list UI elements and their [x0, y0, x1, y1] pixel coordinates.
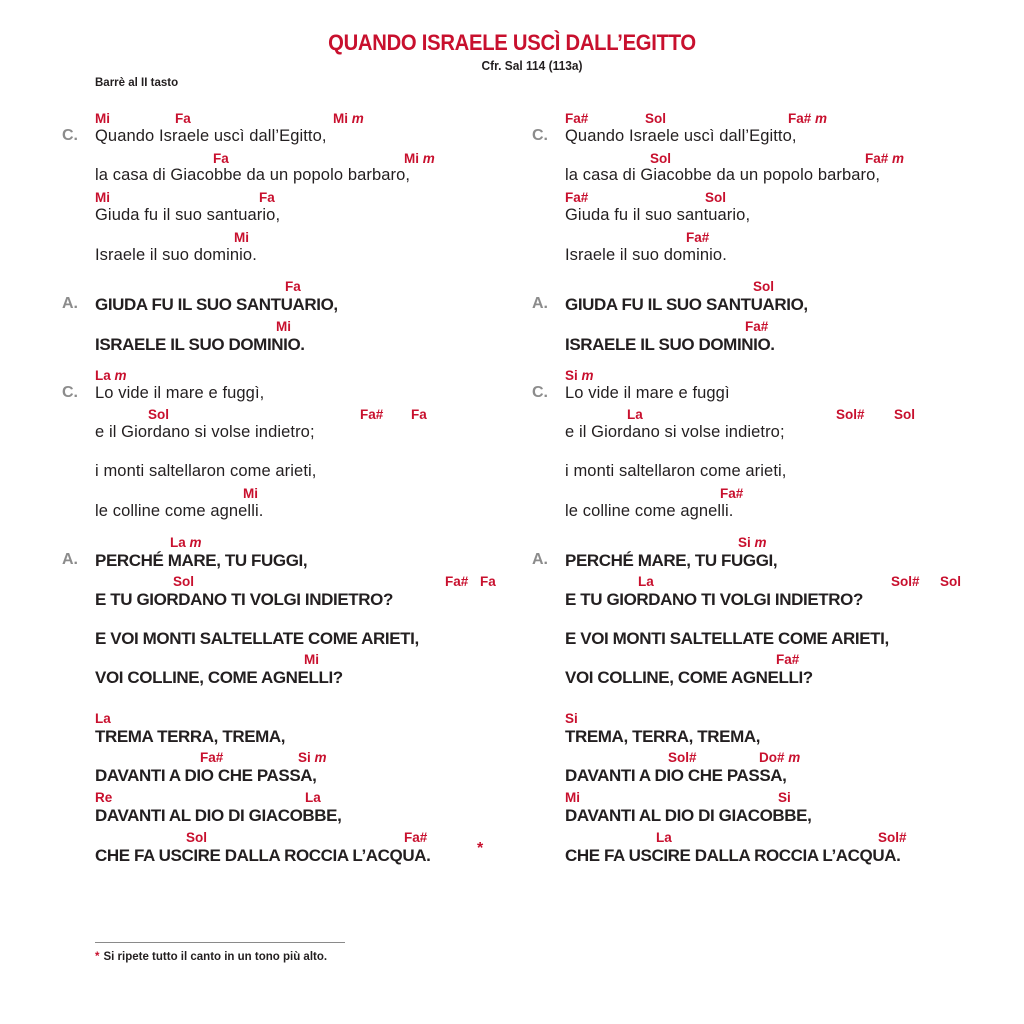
chord: Sol# [836, 407, 865, 422]
chord: La [656, 830, 672, 845]
lyric-line: Israele il suo dominio. [95, 246, 257, 264]
lyric-line: E TU GIORDANO TI VOLGI INDIETRO? [95, 590, 393, 609]
lyric-line: PERCHÉ MARE, TU FUGGI, [95, 551, 308, 570]
lyric-line: Lo vide il mare e fuggì, [95, 384, 265, 402]
chord: Mi [304, 652, 319, 667]
lyric-line: Giuda fu il suo santuario, [565, 206, 751, 224]
chord: Mi [95, 111, 110, 126]
chord: Mi [95, 190, 110, 205]
lyric-line: Giuda fu il suo santuario, [95, 206, 281, 224]
chord: Fa# [445, 574, 469, 589]
lyric-line: le colline come agnelli. [565, 502, 734, 520]
footnote [95, 951, 327, 963]
footnote-asterisk: * [95, 951, 100, 963]
chord: La [638, 574, 654, 589]
chord: Fa [213, 151, 229, 166]
right-column [470, 0, 962, 1024]
song-title: QUANDO ISRAELE USCÌ DALL’EGITTO [328, 30, 696, 55]
lyric-line: i monti saltellaron come arieti, [95, 462, 317, 480]
lyric-line: Quando Israele uscì dall’Egitto, [565, 127, 797, 145]
lyric-line: DAVANTI A DIO CHE PASSA, [565, 766, 787, 785]
chord: Sol# [668, 750, 697, 765]
lyric-line: E VOI MONTI SALTELLATE COME ARIETI, [565, 629, 889, 648]
chord: Sol [173, 574, 195, 589]
chord: Fa [175, 111, 191, 126]
chord: Sol [940, 574, 962, 589]
repeat-asterisk: * [477, 840, 484, 857]
chord: Si m [298, 750, 327, 765]
chord: Sol# [891, 574, 920, 589]
chord: Mi [565, 790, 580, 805]
chord: Mi [276, 319, 291, 334]
assembly-marker: A. [62, 295, 78, 312]
footnote-divider [95, 942, 345, 943]
capo-note: Barrè al II tasto [95, 77, 179, 89]
chord: Sol [148, 407, 170, 422]
lyric-line: PERCHÉ MARE, TU FUGGI, [565, 551, 778, 570]
chord: Fa# m [788, 111, 828, 126]
chord: Fa# [360, 407, 384, 422]
lyric-line: E VOI MONTI SALTELLATE COME ARIETI, [95, 629, 419, 648]
chord: Fa [285, 279, 301, 294]
lyric-line: la casa di Giacobbe da un popolo barbaro, [565, 166, 881, 184]
chord: Si [778, 790, 791, 805]
assembly-marker: A. [62, 551, 78, 568]
lyric-line: TREMA, TERRA, TREMA, [565, 727, 761, 746]
chord: Sol [645, 111, 667, 126]
chord: Sol [650, 151, 672, 166]
lyric-line: VOI COLLINE, COME AGNELLI? [565, 668, 813, 687]
lyric-line: DAVANTI AL DIO DI GIACOBBE, [565, 806, 812, 825]
chord: Fa [259, 190, 275, 205]
chord: Fa [411, 407, 427, 422]
chord: Fa [480, 574, 496, 589]
chord: La [305, 790, 321, 805]
chord: Fa# [686, 230, 710, 245]
lyric-line: ISRAELE IL SUO DOMINIO. [565, 335, 775, 354]
chord: Mi [243, 486, 258, 501]
lyric-line: CHE FA USCIRE DALLA ROCCIA L’ACQUA. [565, 846, 901, 865]
lyric-line: ISRAELE IL SUO DOMINIO. [95, 335, 305, 354]
chord: Fa# [745, 319, 769, 334]
chord: La m [95, 368, 127, 383]
lyric-line: le colline come agnelli. [95, 502, 264, 520]
cantor-marker: C. [62, 127, 78, 144]
chord: Mi [234, 230, 249, 245]
chord: Sol [894, 407, 916, 422]
chord: Sol [753, 279, 775, 294]
psalm-reference: Cfr. Sal 114 (113a) [481, 58, 583, 73]
chord: Mi m [333, 111, 364, 126]
chord: Fa# [776, 652, 800, 667]
lyric-line: e il Giordano si volse indietro; [95, 423, 315, 441]
chord: Sol [705, 190, 727, 205]
chord: Sol# [878, 830, 907, 845]
lyric-line: CHE FA USCIRE DALLA ROCCIA L’ACQUA. [95, 846, 431, 865]
lyric-line: Israele il suo dominio. [565, 246, 727, 264]
lyric-line: GIUDA FU IL SUO SANTUARIO, [565, 295, 808, 314]
chord: Do# m [759, 750, 801, 765]
chord: Fa# m [865, 151, 905, 166]
chord: Si m [738, 535, 767, 550]
cantor-marker: C. [532, 384, 548, 401]
lyric-line: la casa di Giacobbe da un popolo barbaro, [95, 166, 411, 184]
chord: Si m [565, 368, 594, 383]
left-column [0, 0, 496, 1024]
cantor-marker: C. [532, 127, 548, 144]
lyric-line: E TU GIORDANO TI VOLGI INDIETRO? [565, 590, 863, 609]
chord: Fa# [404, 830, 428, 845]
footnote-text: Si ripete tutto il canto in un tono più alto. [103, 951, 328, 963]
lyric-line: VOI COLLINE, COME AGNELLI? [95, 668, 343, 687]
cantor-marker: C. [62, 384, 78, 401]
chord: Fa# [200, 750, 224, 765]
chord: Si [565, 711, 578, 726]
lyric-line: TREMA TERRA, TREMA, [95, 727, 286, 746]
assembly-marker: A. [532, 295, 548, 312]
lyric-line: DAVANTI A DIO CHE PASSA, [95, 766, 317, 785]
lyric-line: i monti saltellaron come arieti, [565, 462, 787, 480]
lyric-line: Lo vide il mare e fuggì [565, 384, 730, 402]
chord: La m [170, 535, 202, 550]
chord: Mi m [404, 151, 435, 166]
chord: La [627, 407, 643, 422]
assembly-marker: A. [532, 551, 548, 568]
chord: Fa# [565, 111, 589, 126]
chord: Fa# [565, 190, 589, 205]
chord: Re [95, 790, 113, 805]
lyric-line: Quando Israele uscì dall’Egitto, [95, 127, 327, 145]
chord: Fa# [720, 486, 744, 501]
chord: La [95, 711, 111, 726]
lyric-line: GIUDA FU IL SUO SANTUARIO, [95, 295, 338, 314]
chord: Sol [186, 830, 208, 845]
lyric-line: DAVANTI AL DIO DI GIACOBBE, [95, 806, 342, 825]
lyric-line: e il Giordano si volse indietro; [565, 423, 785, 441]
